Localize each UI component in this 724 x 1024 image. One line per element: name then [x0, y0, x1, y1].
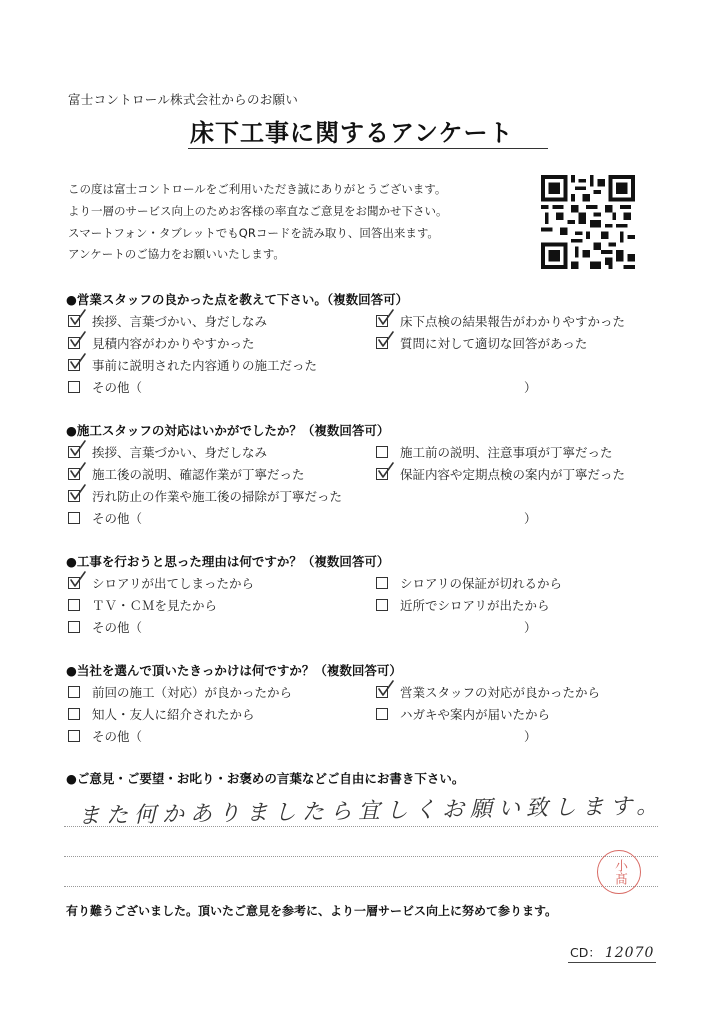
intro-line-3: スマートフォン・タブレットでもQRコードを読み取り、回答出来ます。	[68, 226, 439, 240]
other-option[interactable]	[68, 378, 142, 396]
checkbox-option[interactable]	[68, 334, 255, 352]
checkbox-option[interactable]	[68, 443, 267, 461]
checkbox-option[interactable]	[68, 683, 292, 701]
intro-line-4: アンケートのご協力をお願いいたします。	[68, 247, 285, 261]
section-3-heading: ●工事を行おうと思った理由は何ですか？（複数回答可）	[66, 554, 390, 569]
section-1-heading: ●営業スタッフの良かった点を教えて下さい。（複数回答可）	[66, 292, 409, 307]
option-label: 保証内容や定期点検の案内が丁寧だった	[400, 467, 626, 482]
intro-line-2: より一層のサービス向上のためお客様の率直なご意見をお聞かせ下さい。	[68, 204, 448, 218]
checkbox-option[interactable]	[68, 312, 267, 330]
page-title: 床下工事に関するアンケート	[190, 119, 514, 147]
checkmark-icon	[70, 484, 86, 502]
checkbox[interactable]	[68, 621, 80, 633]
checkbox[interactable]	[376, 446, 388, 458]
checkmark-icon	[70, 353, 86, 371]
cd-underline	[568, 962, 656, 963]
checkmark-icon	[70, 309, 86, 327]
checkbox[interactable]	[68, 708, 80, 720]
option-label: 挨拶、言葉づかい、身だしなみ	[92, 445, 268, 460]
checkmark-icon	[70, 331, 86, 349]
option-label: 近所でシロアリが出たから	[400, 598, 550, 613]
checkbox[interactable]	[68, 686, 80, 698]
other-option[interactable]	[68, 727, 142, 745]
checkbox-option[interactable]	[376, 334, 587, 352]
intro-line-1: この度は富士コントロールをご利用いただき誠にありがとうございます。	[68, 182, 447, 196]
checkbox[interactable]	[376, 468, 388, 480]
other-label: その他（	[92, 380, 143, 395]
customer-code	[570, 943, 654, 961]
thanks-message: 有り難うございました。頂いたご意見を参考に、より一層サービス向上に努めて参ります。	[66, 904, 558, 918]
option-label: 前回の施工（対応）が良かったから	[92, 685, 293, 700]
checkbox[interactable]	[68, 599, 80, 611]
checkbox[interactable]	[68, 468, 80, 480]
checkmark-icon	[70, 462, 86, 480]
option-label: 事前に説明された内容通りの施工だった	[92, 358, 318, 373]
option-label: 質問に対して適切な回答があった	[400, 336, 588, 351]
checkbox[interactable]	[376, 577, 388, 589]
option-label: シロアリの保証が切れるから	[400, 576, 563, 591]
option-label: 挨拶、言葉づかい、身だしなみ	[92, 314, 268, 329]
qr-code-icon	[541, 175, 635, 269]
checkbox[interactable]	[376, 315, 388, 327]
checkmark-icon	[378, 309, 394, 327]
other-option[interactable]	[68, 509, 142, 527]
comment-line	[64, 856, 658, 857]
section-2-heading: ●施工スタッフの対応はいかがでしたか？（複数回答可）	[66, 423, 390, 438]
other-label: その他（	[92, 620, 143, 635]
checkbox[interactable]	[68, 730, 80, 742]
option-label: ハガキや案内が届いたから	[400, 707, 551, 722]
comment-line	[64, 886, 658, 887]
checkbox[interactable]	[376, 686, 388, 698]
checkbox[interactable]	[68, 512, 80, 524]
checkbox[interactable]	[376, 337, 388, 349]
option-label: 施工前の説明、注意事項が丁寧だった	[400, 445, 613, 460]
option-label: 見積内容がわかりやすかった	[92, 336, 255, 351]
option-label: 汚れ防止の作業や施工後の掃除が丁寧だった	[92, 489, 343, 504]
checkmark-icon	[70, 571, 86, 589]
checkbox[interactable]	[376, 599, 388, 611]
checkmark-icon	[378, 462, 394, 480]
checkbox-option[interactable]	[376, 443, 613, 461]
comments-heading: ●ご意見・ご要望・お叱り・お褒めの言葉などご自由にお書き下さい。	[66, 771, 465, 786]
checkbox-option[interactable]	[68, 596, 217, 614]
section-4-heading: ●当社を選んで頂いたきっかけは何ですか？（複数回答可）	[66, 663, 402, 678]
hanko-stamp	[597, 850, 641, 894]
checkmark-icon	[378, 331, 394, 349]
checkbox[interactable]	[376, 708, 388, 720]
handwritten-comment[interactable]: また何かありましたら宜しくお願い致します。	[77, 793, 665, 830]
stamp-text: 小髙	[612, 859, 627, 885]
other-label: その他（	[92, 729, 143, 744]
checkbox-option[interactable]	[68, 487, 342, 505]
checkbox-option[interactable]	[68, 356, 317, 374]
checkbox[interactable]	[68, 359, 80, 371]
checkbox-option[interactable]	[376, 683, 600, 701]
company-name: 富士コントロール株式会社からのお願い	[68, 92, 299, 107]
option-label: 営業スタッフの対応が良かったから	[400, 685, 601, 700]
checkbox[interactable]	[68, 381, 80, 393]
checkbox[interactable]	[68, 490, 80, 502]
checkbox-option[interactable]	[376, 596, 550, 614]
other-paren-close: ）	[524, 511, 537, 526]
checkbox[interactable]	[68, 577, 80, 589]
option-label: 施工後の説明、確認作業が丁寧だった	[92, 467, 305, 482]
checkbox-option[interactable]	[376, 312, 625, 330]
checkbox-option[interactable]	[68, 705, 255, 723]
other-label: その他（	[92, 511, 143, 526]
other-option[interactable]	[68, 618, 142, 636]
title-underline	[188, 148, 548, 149]
checkbox[interactable]	[68, 315, 80, 327]
other-paren-close: ）	[524, 729, 537, 744]
cd-label: CD：	[570, 945, 601, 960]
checkbox-option[interactable]	[376, 705, 550, 723]
checkbox-option[interactable]	[68, 574, 254, 592]
other-paren-close: ）	[524, 380, 537, 395]
checkbox-option[interactable]	[376, 465, 625, 483]
option-label: ＴＶ・ＣＭを見たから	[92, 598, 218, 613]
cd-value[interactable]: 12070	[604, 945, 655, 961]
checkbox[interactable]	[68, 446, 80, 458]
option-label: シロアリが出てしまったから	[92, 576, 255, 591]
option-label: 知人・友人に紹介されたから	[92, 707, 255, 722]
other-paren-close: ）	[524, 620, 537, 635]
comment-line	[64, 826, 658, 827]
checkbox[interactable]	[68, 337, 80, 349]
option-label: 床下点検の結果報告がわかりやすかった	[400, 314, 626, 329]
checkmark-icon	[378, 680, 394, 698]
checkmark-icon	[70, 440, 86, 458]
checkbox-option[interactable]	[68, 465, 305, 483]
checkbox-option[interactable]	[376, 574, 562, 592]
